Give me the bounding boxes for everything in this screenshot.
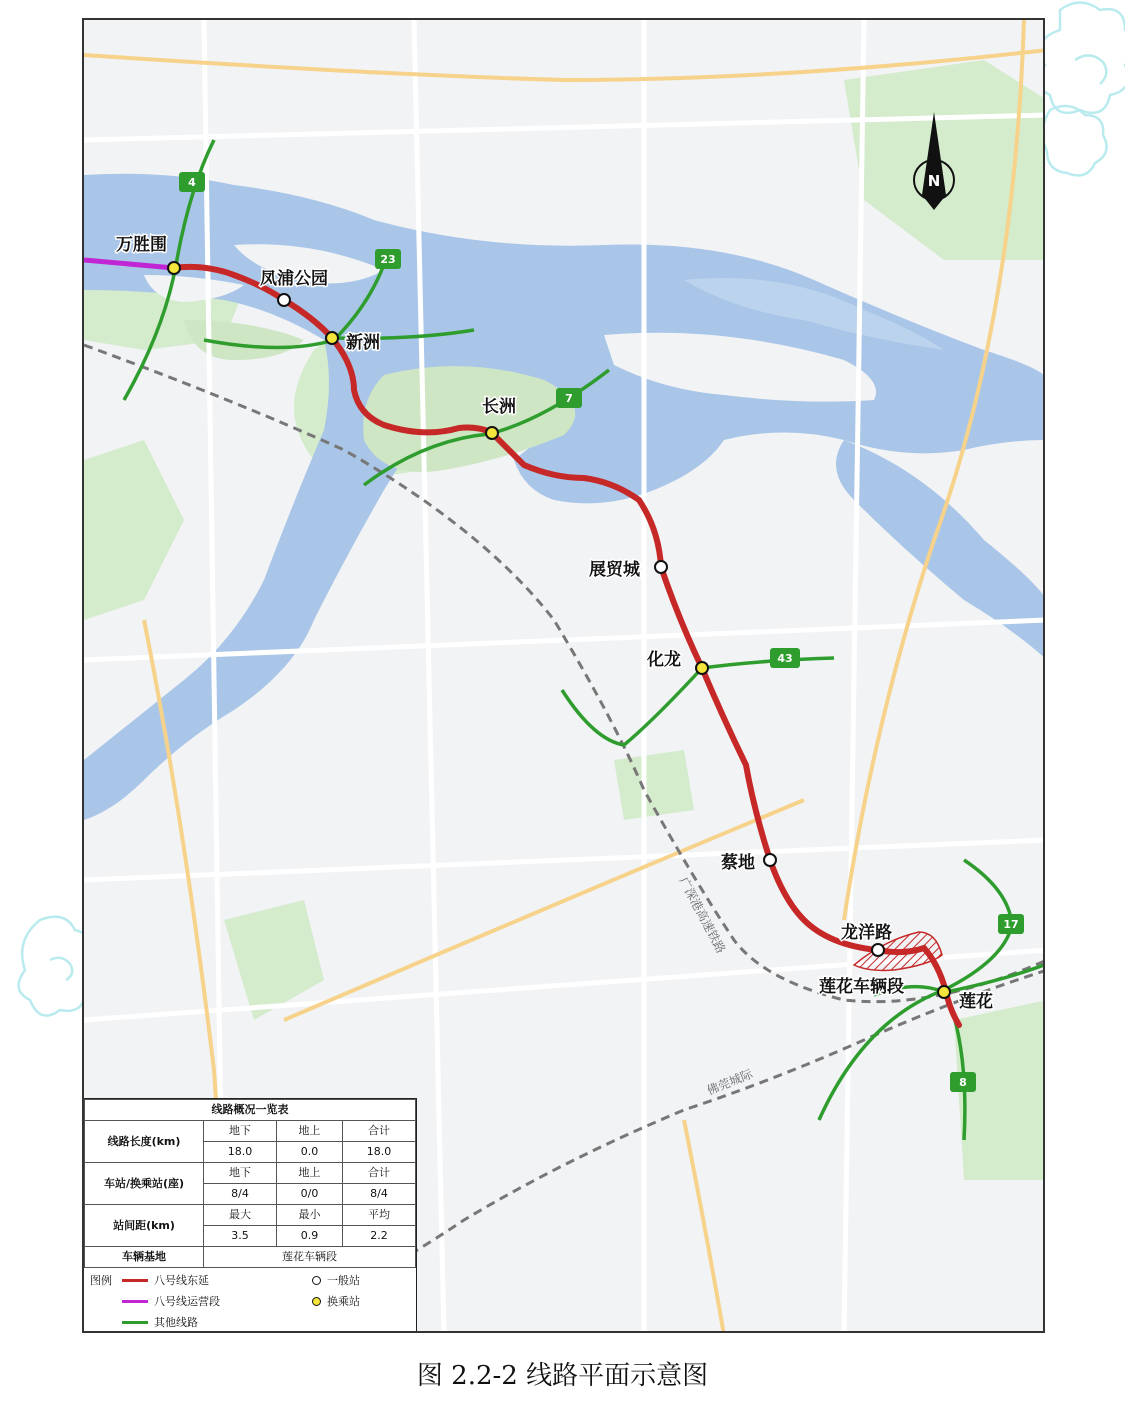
- summary-panel: [84, 1098, 417, 1331]
- svg-text:8: 8: [959, 1076, 967, 1089]
- length-head-total: 合计: [342, 1121, 415, 1142]
- summary-title: 线路概况一览表: [85, 1100, 416, 1121]
- legend-label-interchange-station: 换乘站: [327, 1295, 360, 1308]
- length-head-underground: 地下: [204, 1121, 277, 1142]
- station-label-xinzhou: 新洲: [346, 333, 380, 353]
- line-badge-8: [950, 1072, 976, 1092]
- stations-head-underground: 地下: [204, 1163, 277, 1184]
- station-fengpugongyuan-marker[interactable]: [278, 294, 290, 306]
- station-label-changzhou: 长洲: [482, 397, 516, 417]
- line-badge-7: [556, 388, 582, 408]
- legend-item-line8-operating: [122, 1293, 220, 1309]
- station-label-wanshengwei: 万胜围: [116, 235, 167, 255]
- depot-value: 莲花车辆段: [204, 1247, 416, 1268]
- legend-label-line8-operating: 八号线运营段: [154, 1295, 220, 1308]
- station-wanshengwei-marker[interactable]: [168, 262, 180, 274]
- spacing-head-max: 最大: [204, 1205, 277, 1226]
- legend-swatch-magenta: [122, 1300, 148, 1303]
- station-changzhou-marker[interactable]: [486, 427, 498, 439]
- svg-text:43: 43: [777, 652, 793, 665]
- stations-head-elevated: 地上: [277, 1163, 343, 1184]
- spacing-value-avg: 2.2: [342, 1226, 415, 1247]
- stations-value-elevated: 0/0: [277, 1184, 343, 1205]
- legend-swatch-red: [122, 1279, 148, 1282]
- legend-item-other-lines: [122, 1314, 198, 1330]
- legend-swatch-green: [122, 1321, 148, 1324]
- spacing-value-max: 3.5: [204, 1226, 277, 1247]
- station-zhanmaocheng-marker[interactable]: [655, 561, 667, 573]
- legend-label-general-station: 一般站: [327, 1274, 360, 1287]
- row-label-spacing: 站间距(km): [85, 1205, 204, 1247]
- stations-head-total: 合计: [342, 1163, 415, 1184]
- length-value-underground: 18.0: [204, 1142, 277, 1163]
- station-label-fengpugongyuan: 凤浦公园: [260, 269, 328, 289]
- line-badge-17: [998, 914, 1024, 934]
- figure-caption: 图 2.2-2 线路平面示意图: [416, 1361, 709, 1391]
- legend-item-line8-east: [122, 1272, 209, 1288]
- line-badge-43: [770, 648, 800, 668]
- row-label-stations: 车站/换乘站(座): [85, 1163, 204, 1205]
- station-label-hualong: 化龙: [647, 650, 681, 670]
- stations-value-underground: 8/4: [204, 1184, 277, 1205]
- station-hualong-marker[interactable]: [696, 662, 708, 674]
- stations-value-total: 8/4: [342, 1184, 415, 1205]
- row-label-length: 线路长度(km): [85, 1121, 204, 1163]
- spacing-head-avg: 平均: [342, 1205, 415, 1226]
- compass-n-label: N: [927, 172, 941, 190]
- station-label-lianhua: 莲花: [959, 992, 993, 1012]
- map-frame: [82, 18, 1045, 1333]
- station-lianhua-marker[interactable]: [938, 986, 950, 998]
- spacing-head-min: 最小: [277, 1205, 343, 1226]
- svg-text:4: 4: [188, 176, 196, 189]
- depot-label: 莲花车辆段: [819, 977, 904, 997]
- spacing-value-min: 0.9: [277, 1226, 343, 1247]
- general-station-icon: [312, 1276, 321, 1285]
- svg-text:23: 23: [380, 253, 396, 266]
- station-ludi-marker[interactable]: [764, 854, 776, 866]
- svg-text:7: 7: [565, 392, 573, 405]
- station-xinzhou-marker[interactable]: [326, 332, 338, 344]
- legend-label-line8-east: 八号线东延: [154, 1274, 209, 1287]
- rail-label-fg: 佛莞城际: [704, 1066, 755, 1098]
- legend-title: 图例: [90, 1274, 112, 1287]
- map-legend: [84, 1268, 416, 1333]
- station-label-longyanglu: 龙洋路: [841, 923, 892, 943]
- station-label-ludi: 蔡地: [721, 853, 755, 873]
- row-label-depot: 车辆基地: [85, 1247, 204, 1268]
- station-longyanglu-marker[interactable]: [872, 944, 884, 956]
- svg-text:17: 17: [1003, 918, 1019, 931]
- length-value-elevated: 0.0: [277, 1142, 343, 1163]
- legend-item-interchange-station: [312, 1293, 360, 1309]
- rail-label-gsg: 广深港高速铁路: [676, 874, 729, 956]
- line-badge-4: [179, 172, 205, 192]
- interchange-station-icon: [312, 1297, 321, 1306]
- station-label-zhanmaocheng: 展贸城: [589, 560, 640, 580]
- length-head-elevated: 地上: [277, 1121, 343, 1142]
- legend-item-general-station: [312, 1272, 360, 1288]
- route-summary-table: [84, 1099, 416, 1268]
- legend-label-other-lines: 其他线路: [154, 1316, 198, 1329]
- line-badge-23: [375, 249, 401, 269]
- length-value-total: 18.0: [342, 1142, 415, 1163]
